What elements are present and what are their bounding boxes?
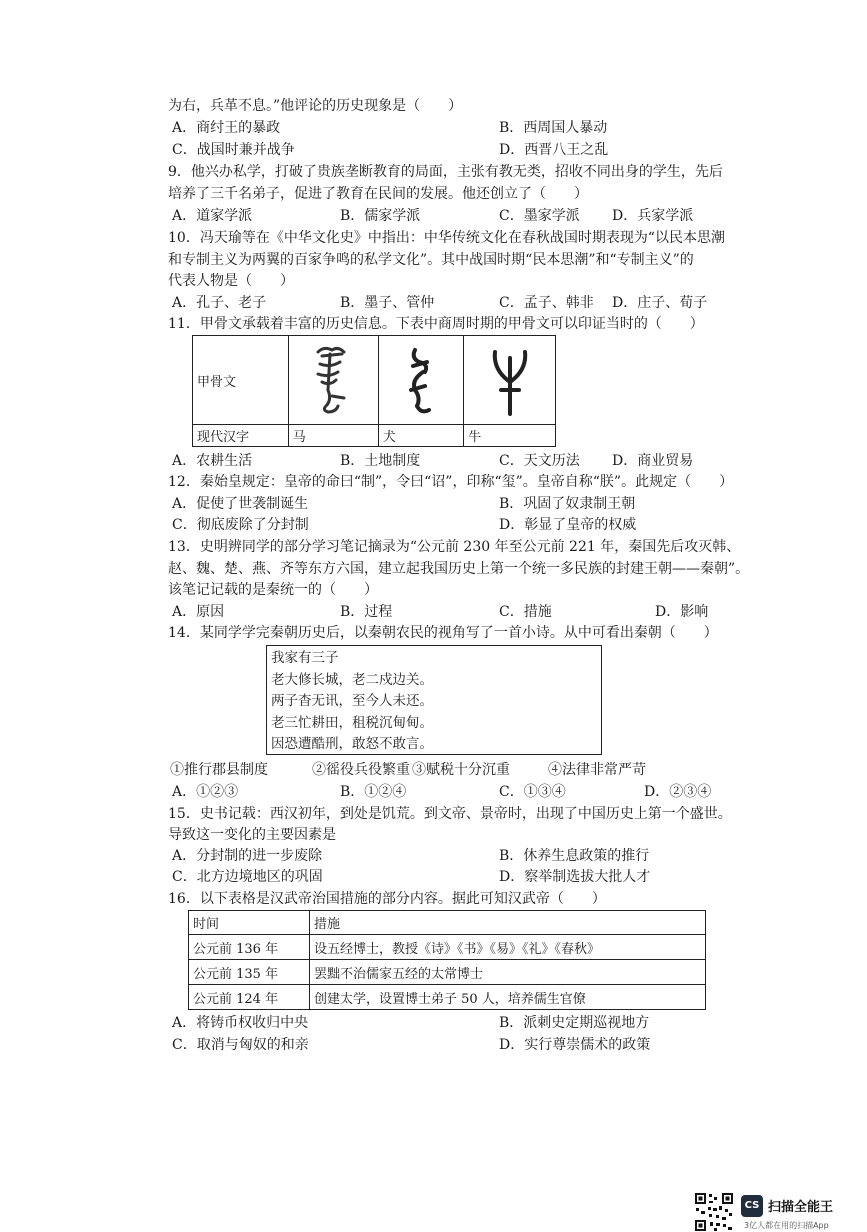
q11-option-a[interactable]: A．农耕生活 <box>172 453 253 469</box>
poem-line: 因恐遭酷刑，敢怒不敢言。 <box>271 736 433 752</box>
q8-option-d[interactable]: D．西晋八王之乱 <box>499 142 609 158</box>
question-8-text: 为右，兵革不息。”他评论的历史现象是（ ） <box>168 98 463 114</box>
poem-line: 老三忙耕田，租税沉甸甸。 <box>271 714 433 731</box>
q12-option-a[interactable]: A．促使了世袭制诞生 <box>172 496 309 512</box>
q14-option-b[interactable]: B．①②④ <box>340 784 407 800</box>
q14-statement-3: ③赋税十分沉重 <box>412 762 510 778</box>
q16-option-d[interactable]: D．实行尊崇儒术的政策 <box>499 1037 651 1053</box>
q9-option-a[interactable]: A．道家学派 <box>172 208 253 224</box>
q10-option-d[interactable]: D．庄子、荀子 <box>612 295 708 311</box>
ox-oracle-icon <box>485 340 535 420</box>
camscanner-logo-icon: CS <box>741 1195 763 1217</box>
scanner-tagline: 3亿人都在用的扫描App <box>744 1221 829 1230</box>
q10-option-b[interactable]: B．墨子、管仲 <box>340 295 435 311</box>
q15-option-d[interactable]: D．察举制选拔大批人才 <box>499 869 651 885</box>
question-9-line2: 培养了三千名弟子，促进了教育在民间的发展。他还创立了（ ） <box>168 186 588 202</box>
policy-row-measure: 罢黜不治儒家五经的太常博士 <box>310 960 706 985</box>
policy-row-measure: 设五经博士，教授《诗》《书》《易》《礼》《春秋》 <box>310 935 706 960</box>
poem-line: 老大修长城，老二戍边关。 <box>271 671 433 688</box>
q16-option-a[interactable]: A．将铸币权收归中央 <box>172 1015 309 1031</box>
horse-oracle-icon <box>308 340 358 420</box>
q8-option-c[interactable]: C．战国时兼并战争 <box>172 142 295 158</box>
dog-oracle-icon <box>401 340 441 420</box>
oracle-dog-glyph <box>378 336 463 425</box>
policy-row-time: 公元前 124 年 <box>189 985 310 1010</box>
modern-char-horse: 马 <box>288 425 378 447</box>
q12-option-b[interactable]: B．巩固了奴隶制王朝 <box>499 496 636 512</box>
q11-option-d[interactable]: D．商业贸易 <box>612 453 694 469</box>
q16-option-b[interactable]: B．派刺史定期巡视地方 <box>499 1015 650 1031</box>
q10-option-c[interactable]: C．孟子、韩非 <box>499 295 594 311</box>
qr-code-icon <box>694 1192 734 1232</box>
question-15-line1: 15．史书记载：西汉初年，到处是饥荒。到文帝、景帝时，出现了中国历史上第一个盛世。 <box>168 806 732 822</box>
oracle-horse-glyph <box>288 336 378 425</box>
q14-option-d[interactable]: D．②③④ <box>644 784 712 800</box>
q14-statement-2: ②徭役兵役繁重 <box>312 762 410 778</box>
q13-option-b[interactable]: B．过程 <box>340 604 393 620</box>
question-10-line3: 代表人物是（ ） <box>168 273 294 289</box>
q12-option-c[interactable]: C．彻底废除了分封制 <box>172 517 309 533</box>
question-10-line2: 和专制主义为两翼的百家争鸣的私学文化”。其中战国时期“民本思潮”和“专制主义”的 <box>168 252 694 268</box>
question-13-line2: 赵、魏、楚、燕、齐等东方六国，建立起我国历史上第一个统一多民族的封建王朝——秦朝”。 <box>168 561 750 577</box>
q8-option-b[interactable]: B．西周国人暴动 <box>499 120 608 136</box>
policy-row-time: 公元前 136 年 <box>189 935 310 960</box>
question-12-line1: 12．秦始皇规定：皇帝的命曰“制”，令曰“诏”，印称“玺”。皇帝自称“朕”。此规定（ ） <box>168 474 734 490</box>
policy-table <box>188 910 706 1010</box>
poem-line: 两子杳无讯，至今人未还。 <box>271 693 433 709</box>
q14-statement-1: ①推行郡县制度 <box>170 762 268 778</box>
q13-option-c[interactable]: C．措施 <box>499 604 552 620</box>
policy-row-time: 公元前 135 年 <box>189 960 310 985</box>
q14-statement-4: ④法律非常严苛 <box>548 762 646 778</box>
oracle-ox-glyph <box>464 336 556 425</box>
question-10-line1: 10．冯天瑜等在《中华文化史》中指出：中华传统文化在春秋战国时期表现为“以民本思潮 <box>168 230 725 246</box>
q13-option-a[interactable]: A．原因 <box>172 604 225 620</box>
q11-option-c[interactable]: C．天文历法 <box>499 453 580 469</box>
question-13-line3: 该笔记记载的是秦统一的（ ） <box>168 582 378 598</box>
question-13-line1: 13．史明辨同学的部分学习笔记摘录为“公元前 230 年至公元前 221 年，秦国先后攻灭韩、 <box>168 539 741 555</box>
policy-header-time: 时间 <box>189 911 310 935</box>
q9-option-b[interactable]: B．儒家学派 <box>340 208 421 224</box>
poem-box <box>266 645 602 755</box>
q15-option-c[interactable]: C．北方边境地区的巩固 <box>172 869 323 885</box>
q16-option-c[interactable]: C．取消与匈奴的和亲 <box>172 1037 309 1053</box>
q11-option-b[interactable]: B．土地制度 <box>340 453 421 469</box>
modern-char-ox: 牛 <box>464 425 556 447</box>
q13-option-d[interactable]: D．影响 <box>655 604 709 620</box>
q8-option-a[interactable]: A．商纣王的暴政 <box>172 120 281 136</box>
q15-option-b[interactable]: B．休养生息政策的推行 <box>499 848 650 864</box>
scanner-brand-name: 扫描全能王 <box>768 1200 834 1215</box>
q9-option-c[interactable]: C．墨家学派 <box>499 208 580 224</box>
q15-option-a[interactable]: A．分封制的进一步废除 <box>172 848 323 864</box>
question-16-line1: 16．以下表格是汉武帝治国措施的部分内容。据此可知汉武帝（ ） <box>168 891 606 907</box>
question-14-line1: 14．某同学学完秦朝历史后，以秦朝农民的视角写了一首小诗。从中可看出秦朝（ ） <box>168 625 718 641</box>
modern-char-row-label: 现代汉字 <box>193 425 289 447</box>
q12-option-d[interactable]: D．彰显了皇帝的权威 <box>499 517 637 533</box>
policy-header-measure: 措施 <box>310 911 706 935</box>
q10-option-a[interactable]: A．孔子、老子 <box>172 295 267 311</box>
poem-line: 我家有三子 <box>271 650 339 666</box>
q14-option-a[interactable]: A．①②③ <box>172 784 239 800</box>
oracle-row-label: 甲骨文 <box>193 336 289 425</box>
q14-option-c[interactable]: C．①③④ <box>499 784 566 800</box>
oracle-bone-table <box>192 335 556 447</box>
question-15-line2: 导致这一变化的主要因素是 <box>168 827 336 843</box>
policy-row-measure: 创建太学，设置博士弟子 50 人，培养儒生官僚 <box>310 985 706 1010</box>
modern-char-dog: 犬 <box>378 425 463 447</box>
question-11-line1: 11．甲骨文承载着丰富的历史信息。下表中商周时期的甲骨文可以印证当时的（ ） <box>168 316 704 332</box>
question-9-line1: 9．他兴办私学，打破了贵族垄断教育的局面，主张有教无类，招收不同出身的学生，先后 <box>168 164 723 180</box>
q9-option-d[interactable]: D．兵家学派 <box>612 208 694 224</box>
